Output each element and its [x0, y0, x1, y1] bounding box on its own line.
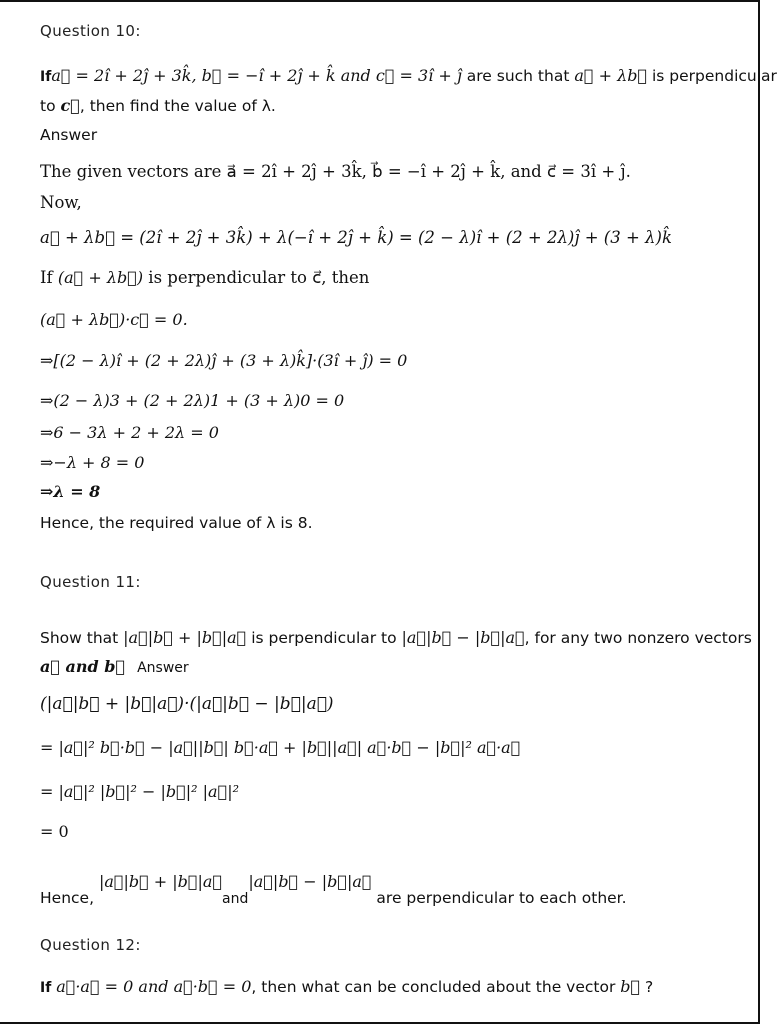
q11-statement-line-2: a⃗ and b⃗ Answer — [40, 657, 189, 676]
q10-given-vectors: The given vectors are a⃗ = 2î + 2ĵ + 3k̂, b⃗ = −î + 2ĵ + k̂, and c⃗ = 3î + ĵ. — [40, 162, 631, 181]
q10-statement-line-2: to c⃗, then find the value of λ. — [40, 96, 276, 115]
q10-sum-expansion: a⃗ + λb⃗ = (2î + 2ĵ + 3k̂) + λ(−î + 2ĵ + k̂) = (2 − λ)î + (2 + 2λ)ĵ + (3 + λ)k̂ — [40, 228, 672, 247]
q10-now: Now, — [40, 193, 82, 212]
q11-work-line-4: = 0 — [40, 822, 69, 841]
question-10-heading: Question 10: — [40, 22, 141, 40]
q11-conclusion: Hence, |a⃗|b⃗ + |b⃗|a⃗and|a⃗|b⃗ − |b⃗|a⃗ are perpendicular to each other. — [40, 872, 627, 907]
q11-work-line-3: = |a⃗|² |b⃗|² − |b⃗|² |a⃗|² — [40, 782, 239, 801]
q10-statement-line-1: Ifa⃗ = 2î + 2ĵ + 3k̂, b⃗ = −î + 2ĵ + k̂ and c⃗ = 3î + ĵ are such that a⃗ + λb⃗ is perpendicular — [40, 66, 777, 85]
question-11-heading: Question 11: — [40, 573, 141, 591]
q11-work-line-1: (|a⃗|b⃗ + |b⃗|a⃗)·(|a⃗|b⃗ − |b⃗|a⃗) — [40, 694, 334, 714]
q11-answer-label: Answer — [137, 660, 189, 676]
q10-if-perpendicular: If (a⃗ + λb⃗) is perpendicular to c⃗, then — [40, 268, 370, 287]
q10-step-4: ⇒−λ + 8 = 0 — [40, 453, 145, 472]
q10-answer-label: Answer — [40, 126, 98, 144]
q10-conclusion: Hence, the required value of λ is 8. — [40, 514, 313, 532]
q10-step-5: ⇒λ = 8 — [40, 482, 101, 501]
q11-work-line-2: = |a⃗|² b⃗·b⃗ − |a⃗||b⃗| b⃗·a⃗ + |b⃗||a⃗| a⃗·b⃗ − |b⃗|² a⃗·a⃗ — [40, 738, 521, 757]
q10-step-3: ⇒6 − 3λ + 2 + 2λ = 0 — [40, 423, 219, 442]
q10-step-2: ⇒(2 − λ)3 + (2 + 2λ)1 + (3 + λ)0 = 0 — [40, 391, 345, 410]
q10-step-1: ⇒[(2 − λ)î + (2 + 2λ)ĵ + (3 + λ)k̂]·(3î + ĵ) = 0 — [40, 351, 408, 370]
q12-statement: If a⃗·a⃗ = 0 and a⃗·b⃗ = 0, then what can be concluded about the vector b⃗ ? — [40, 977, 654, 996]
q11-statement-line-1: Show that |a⃗|b⃗ + |b⃗|a⃗ is perpendicular to |a⃗|b⃗ − |b⃗|a⃗, for any two nonzero vectors — [40, 628, 752, 647]
q10-dot-product-zero: (a⃗ + λb⃗)·c⃗ = 0. — [40, 310, 188, 329]
question-12-heading: Question 12: — [40, 936, 141, 954]
